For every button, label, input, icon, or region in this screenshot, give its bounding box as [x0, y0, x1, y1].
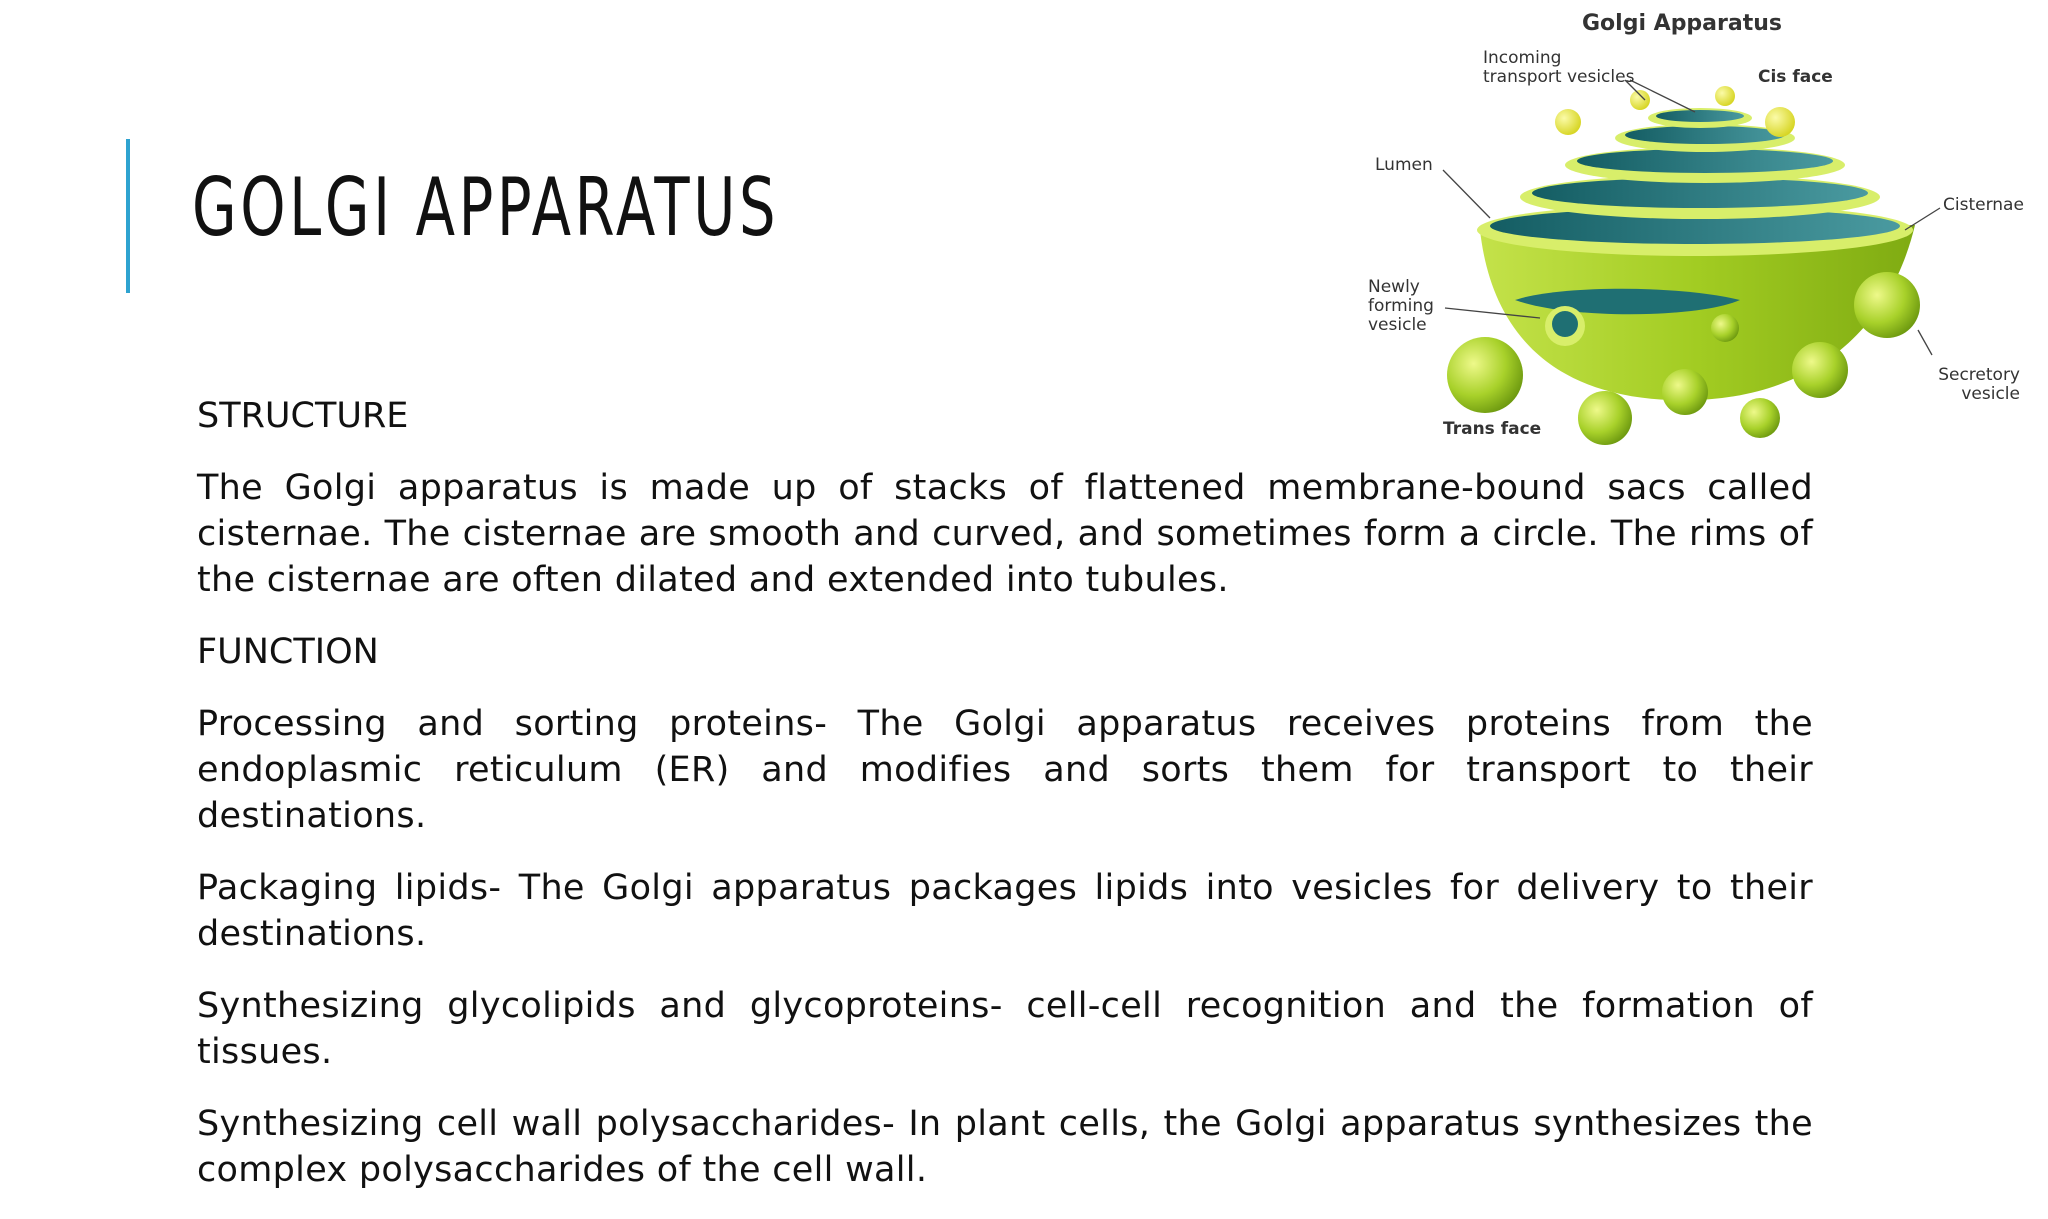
label-newly-2: forming: [1368, 296, 1434, 316]
function-item-glycolipids: Synthesizing glycolipids and glycoproteins- cell-cell recognition and the formation of tissues.: [197, 986, 1813, 1072]
newly-forming-vesicle-core: [1552, 311, 1578, 337]
title-accent-bar: [126, 139, 130, 293]
label-lumen: Lumen: [1375, 155, 1433, 175]
structure-heading: STRUCTURE: [197, 396, 409, 436]
slide-content: [197, 393, 1813, 1219]
function-item-packaging: Packaging lipids- The Golgi apparatus packages lipids into vesicles for delivery to their destinations.: [197, 868, 1813, 954]
label-cis-face: Cis face: [1758, 67, 1833, 87]
secretory-vesicle-7: [1711, 314, 1739, 342]
incoming-vesicle-3: [1715, 86, 1735, 106]
cisterna-3-lumen: [1577, 149, 1833, 173]
label-trans-face: Trans face: [1443, 419, 1542, 439]
label-secretory-2: vesicle: [1961, 384, 2020, 404]
incoming-vesicle-1: [1555, 109, 1581, 135]
secretory-vesicle-5: [1740, 398, 1780, 438]
cisterna-2-lumen: [1625, 126, 1785, 144]
incoming-vesicle-4: [1765, 107, 1795, 137]
label-newly-3: vesicle: [1368, 315, 1427, 335]
label-cisternae: Cisternae: [1943, 195, 2024, 215]
secretory-vesicle-1: [1854, 272, 1920, 338]
label-incoming-2: transport vesicles: [1483, 67, 1635, 87]
slide-title: GOLGI APPARATUS: [192, 161, 780, 254]
secretory-vesicle-3: [1578, 391, 1632, 445]
golgi-apparatus-figure: [1340, 0, 2048, 450]
label-newly-1: Newly: [1368, 277, 1420, 297]
function-heading: FUNCTION: [197, 632, 379, 672]
secretory-vesicle-2: [1447, 337, 1523, 413]
label-incoming-1: Incoming: [1483, 48, 1562, 68]
function-item-cell-wall: Synthesizing cell wall polysaccharides- In plant cells, the Golgi apparatus synthesizes the complex polysaccharides of the cell wall.: [197, 1104, 1813, 1190]
function-item-processing: Processing and sorting proteins- The Golgi apparatus receives proteins from the endoplasmic reticulum (ER) and modifies and sorts them for transport to their destinations.: [197, 704, 1813, 836]
structure-paragraph: The Golgi apparatus is made up of stacks of flattened membrane-bound sacs called cisternae. The cisternae are smooth and curved, and sometimes form a circle. The rims of the cisternae are often dilated and extended into tubules.: [197, 468, 1813, 600]
secretory-vesicle-4: [1662, 369, 1708, 415]
incoming-vesicle-2: [1630, 90, 1650, 110]
label-secretory-1: Secretory: [1938, 365, 2020, 385]
cisterna-1-lumen: [1656, 110, 1744, 122]
secretory-vesicle-6: [1792, 342, 1848, 398]
figure-title: Golgi Apparatus: [1582, 11, 1782, 36]
golgi-diagram: [1340, 0, 2048, 450]
